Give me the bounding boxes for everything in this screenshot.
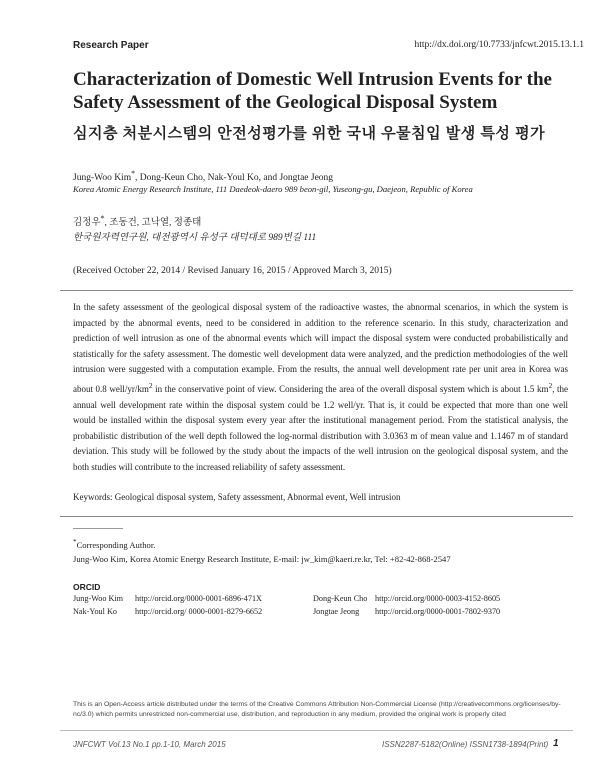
correspondence-note	[73, 528, 451, 566]
superscript-2: 2	[548, 380, 553, 390]
page-number: 1	[553, 738, 559, 749]
superscript-2: 2	[148, 380, 153, 390]
orcid-name: Nak-Youl Ko	[73, 606, 117, 616]
issn: ISSN2287-5182(Online) ISSN1738-1894(Print)	[382, 740, 549, 749]
journal-citation: JNFCWT Vol.13 No.1 pp.1-10, March 2015	[73, 740, 226, 749]
corresponding-label: Corresponding Author.	[76, 539, 156, 550]
abstract-text	[73, 300, 568, 476]
corresponding-mark: *	[73, 538, 77, 546]
author-list-korean	[73, 214, 201, 228]
license-notice: This is an Open-Access article distributed under the terms of the Creative Commons Attribution Non-Commercial License (http://creativecommons.org/licenses/by-nc/3.0) which permits unrestricted non-commercial use, distribution, and reproduction in any medium, provided the original work is properly cited	[73, 701, 561, 718]
corresponding-author-label	[73, 535, 451, 552]
affiliation: Korea Atomic Energy Research Institute, 111 Daedeok-daero 989 beon-gil, Yuseong-gu, Daejeon, Republic of Korea	[73, 184, 473, 194]
affiliation-korean: 한국원자력연구원, 대전광역시 유성구 대덕대로 989번길 111	[73, 233, 317, 243]
co-authors-korean: , 조동건, 고낙열, 정종태	[104, 218, 202, 229]
footer-divider	[60, 730, 573, 731]
received-dates: (Received October 22, 2014 / Revised January 16, 2015 / Approved March 3, 2015)	[73, 266, 392, 276]
abstract-part-3: , the annual well development rate within the disposal system could be 1.2 well/yr. That is, it could be expected that more than one well would be installed within the disposal system every year after the institutional management period. From the statistical analysis, the probabilistic distribution of the well depth followed the log-normal distribution with 3.0363 m of mean value and 1.1467 m of standard deviation. This study will be followed by the study about the impacts of the well intrusion on the geological disposal system, and the both studies will contribute to the increased reliability of safety assessment.	[73, 383, 569, 472]
orcid-url[interactable]: http://orcid.org/0000-0001-6896-471X	[135, 594, 262, 603]
corresponding-author-detail: Jung-Woo Kim, Korea Atomic Energy Research Institute, E-mail: jw_kim@kaeri.re.kr, Tel: +82-42-868-2547	[73, 553, 451, 564]
keywords: Keywords: Geological disposal system, Safety assessment, Abnormal event, Well intrusion	[73, 492, 401, 502]
first-author-korean: 김정우	[73, 218, 101, 229]
orcid-name: Dong-Keun Cho	[313, 594, 368, 603]
article-type-label: Research Paper	[73, 40, 149, 51]
orcid-entry	[73, 593, 262, 606]
orcid-url[interactable]: http://orcid.org/ 0000-0001-8279-6652	[135, 606, 263, 616]
orcid-name: Jongtae Jeong	[313, 606, 360, 616]
orcid-url[interactable]: http://orcid.org/0000-0003-4152-8605	[375, 594, 501, 603]
orcid-name: Jung-Woo Kim	[73, 594, 124, 603]
paper-title-korean: 심지층 처분시스템의 안전성평가를 위한 국내 우물침입 발생 특성 평가	[73, 125, 546, 142]
corresponding-mark-korean: *	[100, 214, 105, 223]
orcid-column-left	[73, 593, 262, 618]
orcid-url[interactable]: http://orcid.org/0000-0001-7802-9370	[375, 606, 501, 616]
orcid-column-right	[313, 593, 500, 618]
orcid-entry	[313, 606, 500, 619]
orcid-heading: ORCID	[73, 582, 101, 592]
doi-link[interactable]: http://dx.doi.org/10.7733/jnfcwt.2015.13.1.1	[414, 40, 584, 50]
orcid-entry	[313, 593, 500, 606]
orcid-entry	[73, 606, 262, 619]
corresponding-mark: *	[131, 169, 136, 178]
paper-title: Characterization of Domestic Well Intrusion Events for the Safety Assessment of the Geological Disposal System	[73, 69, 552, 113]
author-list	[73, 169, 333, 183]
first-author: Jung-Woo Kim	[73, 173, 132, 184]
abstract-part-1: In the safety assessment of the geological disposal system of the radioactive wastes, the abnormal scenarios, in which the system is impacted by the abnormal events, need to be considered in addition to the reference scenario. In this study, characterization and prediction of well intrusion as one of the abnormal events which will impact the disposal system were conducted probabilistically and statistically for the safety assessment. The domestic well development data were analyzed, and the prediction methodologies of the well intrusion were suggested with a computation example. From the results, the annual well development rate per unit area in Korea was about 0.8 well/yr/km	[73, 302, 568, 394]
footnote-rule	[73, 528, 123, 535]
abstract-part-2: in the conservative point of view. Considering the area of the overall disposal system which is about 1.5 km	[152, 383, 549, 394]
co-authors: , Dong-Keun Cho, Nak-Youl Ko, and Jongtae Jeong	[135, 173, 334, 184]
